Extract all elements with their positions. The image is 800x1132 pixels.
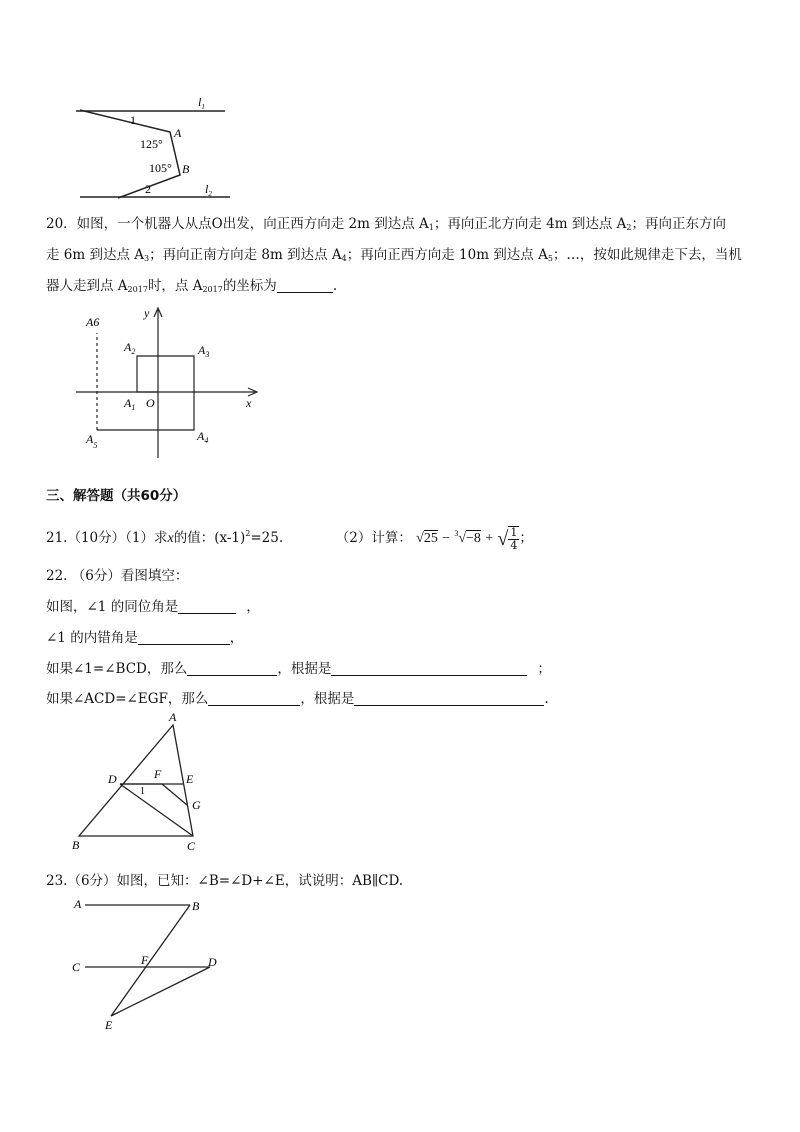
label-F: F [154,767,162,781]
line-ED [111,967,210,1016]
label-A5: $A_5$ [86,432,98,450]
q22-line-4: 如果∠ACD=∠EGF，那么 ，根据是 . [46,691,549,707]
segment-DC [120,784,193,836]
q22-line-3: 如果∠1=∠BCD，那么 ，根据是 ； [46,661,551,677]
label-l1: $l_1$ [198,95,205,111]
q20-answer-blank[interactable] [277,278,333,293]
label-y: y [144,306,150,320]
label-105: 105° [149,161,172,175]
label-B: B [192,899,200,913]
q20-line-2: 走 6m 到达点 $A_3$；再向正南方向走 8m 到达点 $A_4$；再向正西方向走 10m 到达点 $A_5$；…，按如此规律走下去，当机 [46,247,742,263]
triangle-ABC [79,725,193,836]
label-A: A [74,897,82,911]
label-C: C [187,839,196,853]
label-B: B [182,162,190,176]
label-A6: A6 [86,315,100,329]
figure-22-triangle [65,705,225,855]
figure-23-parallel-lines [65,893,235,1035]
q22-blank-1[interactable] [178,599,236,614]
q22-line-1: 如图，∠1 的同位角是 ， [46,599,260,615]
label-l2: $l_2$ [205,182,212,198]
label-A: A [169,710,177,724]
label-E: E [105,1018,113,1032]
figure-20-coordinate-path [70,300,265,465]
label-A1: $A_1$ [124,396,136,412]
label-angle-1: 1 [130,113,136,127]
q22-blank-3[interactable] [187,661,277,676]
label-x: x [246,396,252,410]
q20-line-3: 器人走到点 $A_{2017}$时，点 $A_{2017}$的坐标为 . [46,278,338,294]
sqrt-one-quarter: √ [497,527,509,550]
q23-text: 23.（6分）如图，已知：∠B=∠D+∠E，试说明：AB∥CD. [46,873,404,889]
label-angle-2: 2 [145,182,151,196]
label-A: A [174,126,182,140]
robot-path [97,356,194,430]
q22-blank-6[interactable] [354,691,544,706]
label-D: D [108,772,117,786]
label-D: D [208,955,217,969]
label-angle-1: 1 [140,786,145,797]
label-A2: $A_2$ [124,340,136,356]
label-E: E [186,772,194,786]
label-B: B [72,838,80,852]
label-125: 125° [140,137,163,151]
q22-title: 22. （6分）看图填空： [46,568,189,584]
q21-line: 21.（10分）（1）求x的值：$(x-1)^2=25$. （2）计算： √25 − $^3$√−8 + √ $\frac{1}{4}$ ； [46,525,533,552]
sqrt-25: √25 [416,531,438,546]
q22-blank-5[interactable] [208,691,300,706]
q22-blank-4[interactable] [331,661,527,676]
cbrt-neg8: $^3$√−8 [454,529,481,546]
label-G: G [192,798,201,812]
label-A4: $A_4$ [197,429,209,445]
label-C: C [72,960,81,974]
label-F: F [141,953,149,967]
label-O: O [146,396,155,410]
q20-line-1: 20．如图，一个机器人从点O出发，向正西方向走 2m 到达点 $A_1$；再向正北方向走 4m 到达点 $A_2$；再向正东方向 [46,216,726,232]
label-A3: $A_3$ [198,343,210,359]
q22-blank-2[interactable] [138,630,230,645]
q22-line-2: ∠1 的内错角是 ， [46,630,244,646]
segment-FG [162,784,187,805]
fraction-1-4: $\frac{1}{4}$ [510,525,518,552]
figure-19-parallel-lines [70,90,245,202]
section-3-heading: 三、解答题（共60分） [46,488,187,504]
line-BE [111,905,190,1016]
